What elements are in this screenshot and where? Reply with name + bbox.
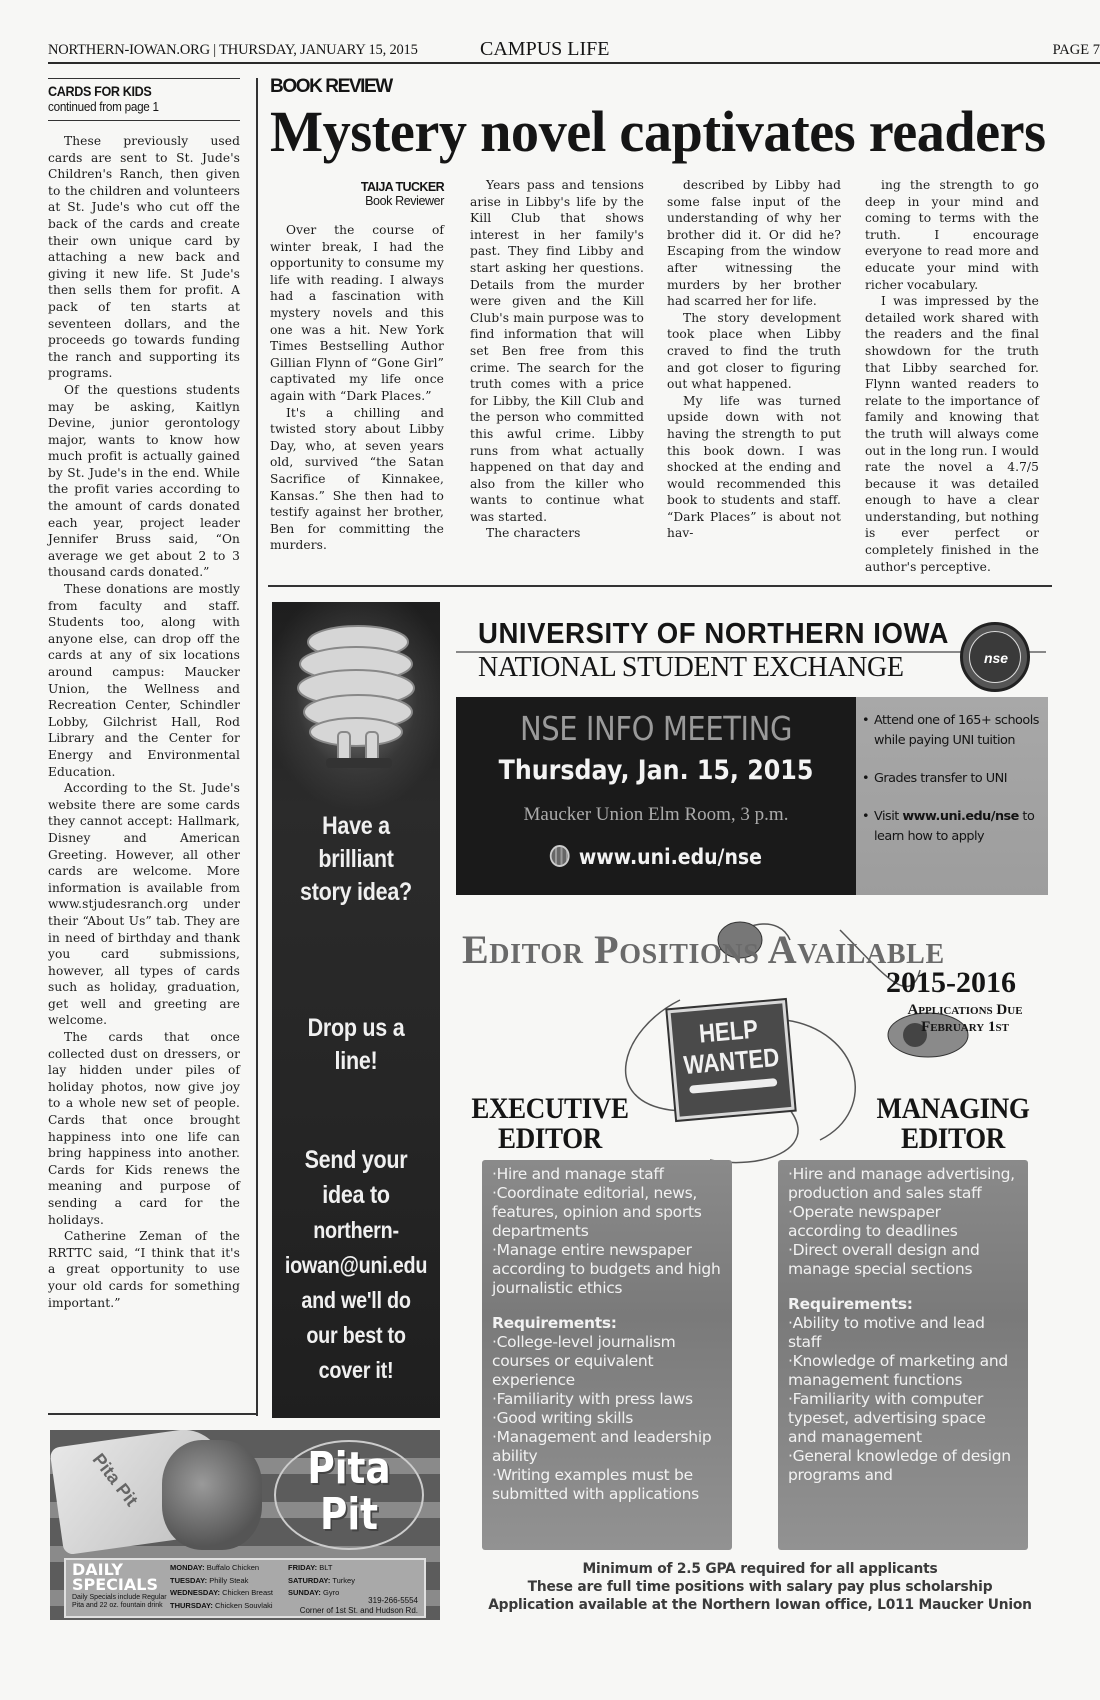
help-wanted-sign bbox=[667, 1000, 794, 1120]
editor-ad-title: Editor Positions Available bbox=[462, 927, 945, 972]
meeting-date: Thursday, Jan. 15, 2015 bbox=[498, 755, 814, 786]
editor-ad-footer bbox=[450, 1560, 1070, 1614]
continued-label: continued from page 1 bbox=[48, 99, 159, 114]
paragraph: The characters bbox=[486, 526, 581, 541]
author-role: Book Reviewer bbox=[365, 194, 444, 208]
ad-text: and we'll do bbox=[301, 1287, 411, 1313]
paragraph: Catherine Zeman of the RRTTC said, “I think that it's a great opportunity to use your old cards for something important.” bbox=[48, 1229, 240, 1310]
footer-line: These are full time positions with salary pay plus scholarship bbox=[527, 1579, 993, 1595]
ad-text: line! bbox=[334, 1047, 378, 1075]
divider bbox=[48, 1413, 256, 1415]
special-item: THURSDAY: Chicken Souvlaki bbox=[170, 1600, 273, 1610]
ad-text: story idea? bbox=[300, 878, 412, 906]
special-item: MONDAY: Buffalo Chicken bbox=[170, 1563, 260, 1572]
paragraph: These previously used cards are sent to St. Jude's Children's Ranch, then given to the children and volunteers at St. Jude's who cut off the back of the cards and create their own unique card by attaching a new back and giving it new life. St Jude's then sells them for profit. A pack of ten starts at seventeen dollars, and the proceeds go towards funding the ranch and supporting its programs. bbox=[48, 134, 240, 381]
nse-seal-logo bbox=[960, 622, 1030, 692]
paragraph: described by Libby had some false input of the understanding of why her brother did it. Or did he? Escaping from the window after witnessing the murders by her brother had scarred her for life. bbox=[667, 178, 841, 309]
requirement: ·Writing examples must be submitted with applications bbox=[492, 1466, 699, 1503]
article-body bbox=[48, 133, 240, 1311]
ad-text: northern- bbox=[313, 1217, 399, 1243]
managing-editor-title bbox=[868, 1094, 1039, 1154]
pita-pit-logo bbox=[274, 1440, 424, 1550]
divider bbox=[48, 78, 240, 79]
requirement: ·Knowledge of marketing and management functions bbox=[788, 1352, 1008, 1389]
cards-for-kids-article bbox=[48, 78, 240, 1311]
ad-text: idea to bbox=[322, 1181, 390, 1209]
paragraph: The cards that once collected dust on dressers, or lay hidden under piles of holiday photos, now give joy to a whole new set of people. Cards that once brought happiness into one life can bring happiness into another. Cards for Kids renews the meaning and purpose of sending a card for the holidays. bbox=[48, 1030, 240, 1227]
role-title: MANAGING bbox=[876, 1092, 1030, 1125]
masthead-site-date: NORTHERN-IOWAN.ORG | THURSDAY, JANUARY 15, 2015 bbox=[48, 42, 418, 58]
nse-bullet-panel bbox=[856, 697, 1048, 895]
specials-weekdays bbox=[170, 1562, 273, 1612]
article-kicker: CARDS FOR KIDS bbox=[48, 83, 152, 99]
role-title: EDITOR bbox=[498, 1122, 602, 1155]
requirement: ·Familiarity with press laws bbox=[492, 1390, 693, 1408]
nse-bullet-list bbox=[856, 711, 1048, 865]
phone-number: 319-266-5554 bbox=[368, 1596, 418, 1605]
paragraph: Over the course of winter break, I had the opportunity to consume my life with reading. I always had a fascination with mystery novels and this one was a hit. New York Times Bestselling Author Gillian Flynn of “Gone Girl” captivated my life once again with “Dark Places.” bbox=[270, 223, 444, 403]
article-kicker: BOOK REVIEW bbox=[270, 76, 392, 97]
review-column-4 bbox=[865, 177, 1039, 575]
requirement: ·Management and leadership ability bbox=[492, 1428, 712, 1465]
nse-url[interactable] bbox=[476, 845, 836, 869]
nse-seal-text: nse bbox=[983, 650, 1009, 666]
ad-text: cover it! bbox=[318, 1357, 394, 1383]
section-title: CAMPUS LIFE bbox=[480, 38, 610, 60]
footer-line: Minimum of 2.5 GPA required for all applicants bbox=[582, 1561, 938, 1577]
special-item: FRIDAY: BLT bbox=[288, 1563, 333, 1572]
globe-icon bbox=[550, 845, 570, 867]
duty: ·Operate newspaper according to deadlines bbox=[788, 1203, 958, 1240]
special-item: WEDNESDAY: Chicken Breast bbox=[170, 1588, 273, 1597]
nse-ad-program: NATIONAL STUDENT EXCHANGE bbox=[478, 652, 904, 683]
special-item: SUNDAY: Gyro bbox=[288, 1588, 340, 1597]
paragraph: It's a chilling and twisted story about Libby Day, who, at seven years old, survived “the Satan Sacrifice of Kinnakee, Kansas.” She then had to testify against her brother, Ben for committing the murders. bbox=[270, 405, 444, 553]
duty: ·Direct overall design and manage special sections bbox=[788, 1241, 980, 1278]
headline: Mystery novel captivates readers bbox=[270, 99, 1046, 164]
managing-editor-details bbox=[778, 1160, 1028, 1550]
executive-editor-details bbox=[482, 1160, 732, 1550]
footer-line: Application available at the Northern Iowan office, L011 Maucker Union bbox=[488, 1597, 1032, 1613]
requirements-heading: Requirements: bbox=[492, 1314, 617, 1332]
role-title: EDITOR bbox=[901, 1122, 1005, 1155]
page-number: PAGE 7 bbox=[1052, 42, 1100, 58]
paragraph: My life was turned upside down with not having the strength to put this book down. I was shocked at the ending and would recommended this book to students and staff. “Dark Places” is about not hav- bbox=[667, 393, 841, 541]
review-column-3 bbox=[667, 177, 841, 542]
sign-text: HELP WANTED bbox=[682, 1013, 781, 1081]
paragraph: Years pass and tensions arise in Libby's life by the Kill Club that shows interest in her family's past. They find Libby and start asking her questions. Details from the murder were given and the Kill Club's main purpose was to find information that will set Ben free from this crime. The search for the truth comes with a price for Libby, the Kill Club and the person who committed this awful crime. Libby runs from what actually happened on that day and also from the killer who wants to continue what was started. bbox=[470, 178, 644, 524]
ad-text: Drop us a bbox=[307, 1014, 405, 1042]
applications-due bbox=[890, 1002, 1040, 1036]
ad-text: Send your bbox=[304, 1146, 408, 1174]
nse-seal-inner bbox=[969, 631, 1021, 683]
bullet-text: Visit bbox=[874, 809, 903, 824]
email-address: iowan@uni.edu bbox=[284, 1252, 428, 1278]
paragraph: These donations are mostly from faculty and staff. Students too, along with anyone else, can drop off the cards at any of six locations around campus: Maucker Union, the Wellness and Recreation Center, Schindler Lobby, Gilchrist Hall, Rod Library and the Center for Energy and Environmental Education. bbox=[48, 582, 240, 779]
specials-weekend bbox=[288, 1562, 355, 1600]
specials-note: Daily Specials include Regular Pita and 22 oz. fountain drink bbox=[72, 1594, 167, 1609]
daily-specials-panel bbox=[64, 1558, 426, 1618]
review-column-1 bbox=[270, 222, 444, 554]
paragraph: The story development took place when Libby craved to find the truth and got closer to figuring out what happened. bbox=[667, 310, 841, 392]
due-date: February 1st bbox=[921, 1019, 1009, 1035]
requirement: ·Familiarity with computer typeset, advertising space and management bbox=[788, 1390, 986, 1446]
paragraph: Of the questions students may be asking, Kaitlyn Devine, junior gerontology major, wants to know how much profit is actually gained by St. Jude's in the end. While the profit varies according to the amount of cards donated each year, project leader Jennifer Bruss said, “On average we get about 2 to 3 thousand cards donated.” bbox=[48, 382, 240, 580]
bullet-text: to learn how to apply bbox=[874, 809, 1035, 844]
wrap-label: Pita Pit bbox=[88, 1449, 142, 1510]
review-column-2 bbox=[470, 177, 644, 542]
duty: ·Coordinate editorial, news, features, opinion and sports departments bbox=[492, 1184, 702, 1240]
role-title: EXECUTIVE bbox=[471, 1092, 629, 1125]
duty: ·Manage entire newspaper according to budgets and high journalistic ethics bbox=[492, 1241, 721, 1297]
sign-bar bbox=[689, 1078, 777, 1094]
paragraph: According to the St. Jude's website there are some cards they cannot accept: Hallmark, Disney and American Greeting. However, all other cards are welcome. More information is available from www.stjudesranch.org under their “About Us” tab. They are in need of birthday and thank you card submissions, however, all types of cards such as holiday, graduation, get well and greeting are welcome. bbox=[48, 781, 240, 1028]
lightbulb-icon bbox=[286, 614, 426, 784]
logo-text: Pita Pit bbox=[307, 1443, 391, 1540]
nse-bullet: • Grades transfer to UNI bbox=[856, 769, 1048, 789]
nse-meeting-panel bbox=[456, 697, 856, 895]
editor-ad-years: 2015-2016 bbox=[886, 966, 1016, 999]
requirement: ·Ability to motive and lead staff bbox=[788, 1314, 985, 1351]
nse-ad-university: UNIVERSITY OF NORTHERN IOWA bbox=[478, 618, 950, 650]
paragraph: I was impressed by the detailed work shared with the readers and the final showdown for the truth that Libby searched for. Flynn wanted readers to relate to the importance of family and knowing that the truth will always come out in the long run. I would rate the novel a 4.7/5 because it was detailed enough to have a clear understanding, but nothing is ever perfect or completely finished in the author's perceptive. bbox=[865, 294, 1039, 574]
ad-text: brilliant bbox=[318, 845, 394, 873]
requirements-heading: Requirements: bbox=[788, 1295, 913, 1313]
pita-pit-ad bbox=[50, 1430, 440, 1620]
paragraph: ing the strength to go deep in your mind and coming to terms with the truth. I encourage everyone to read more and educate your mind with richer vocabulary. bbox=[865, 178, 1039, 292]
executive-editor-title bbox=[469, 1094, 631, 1154]
special-item: TUESDAY: Philly Steak bbox=[170, 1575, 249, 1585]
requirement: ·General knowledge of design programs and bbox=[788, 1447, 1011, 1484]
nse-bullet: • Attend one of 165+ schools while paying UNI tuition bbox=[856, 711, 1048, 751]
contact-info bbox=[300, 1596, 418, 1616]
author-name: TAIJA TUCKER bbox=[360, 180, 444, 194]
meeting-title: NSE INFO MEETING bbox=[519, 709, 793, 748]
ad-text: our best to bbox=[306, 1322, 406, 1348]
divider bbox=[268, 585, 1052, 587]
nse-bullet bbox=[856, 807, 1048, 847]
address: Corner of 1st St. and Hudson Rd. bbox=[299, 1606, 418, 1615]
due-line: Applications Due bbox=[907, 1002, 1023, 1018]
column-divider bbox=[256, 78, 258, 1416]
requirement: ·Good writing skills bbox=[492, 1409, 634, 1427]
requirement: ·College-level journalism courses or equivalent experience bbox=[492, 1333, 676, 1389]
duty: ·Hire and manage advertising, production and sales staff bbox=[788, 1165, 1015, 1202]
nse-link[interactable]: www.uni.edu/nse bbox=[902, 809, 1019, 824]
meeting-location: Maucker Union Elm Room, 3 p.m. bbox=[523, 804, 789, 825]
duty: ·Hire and manage staff bbox=[492, 1165, 664, 1183]
specials-title: DAILY SPECIALS bbox=[72, 1560, 158, 1594]
byline bbox=[270, 180, 444, 208]
divider bbox=[48, 120, 240, 121]
pita-filling-image bbox=[162, 1440, 262, 1550]
story-idea-ad bbox=[272, 602, 440, 1418]
masthead bbox=[48, 36, 1100, 64]
special-item: SATURDAY: Turkey bbox=[288, 1575, 355, 1585]
ad-text: Have a bbox=[322, 812, 390, 840]
nse-url-text[interactable]: www.uni.edu/nse bbox=[578, 845, 762, 869]
